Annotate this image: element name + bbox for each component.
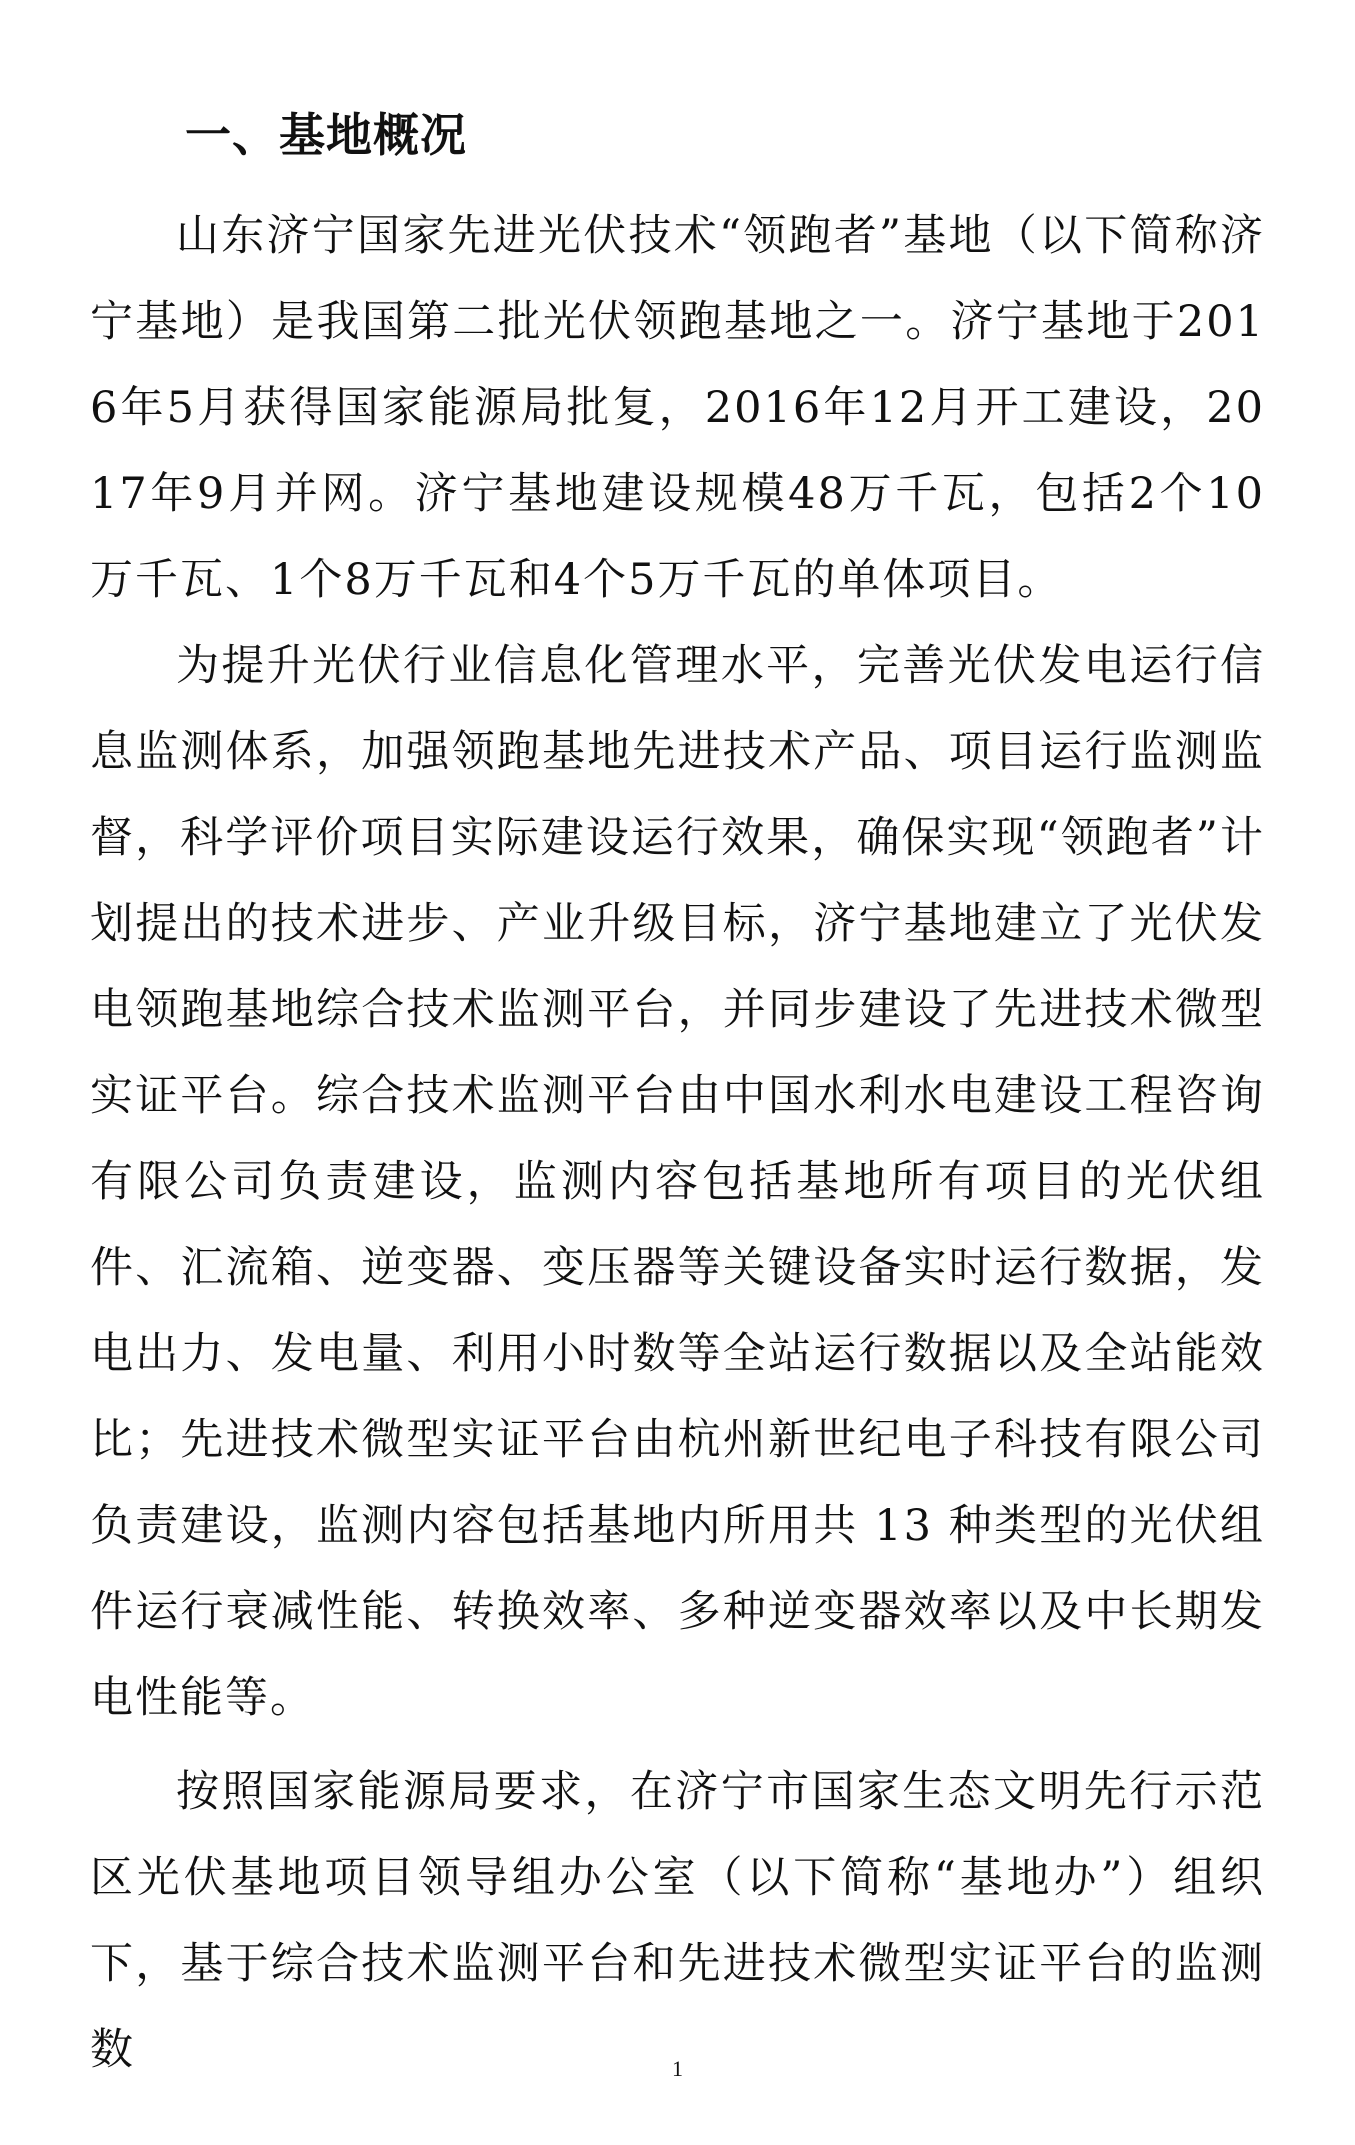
paragraph-requirements: 按照国家能源局要求，在济宁市国家生态文明先行示范区光伏基地项目领导组办公室（以下简称“基地办”）组织下，基于综合技术监测平台和先进技术微型实证平台的监测数 <box>90 1767 1265 2075</box>
paragraph-overview: 山东济宁国家先进光伏技术“领跑者”基地（以下简称济宁基地）是我国第二批光伏领跑基地之一。济宁基地于2016年5月获得国家能源局批复，2016年12月开工建设，2017年9月并网。济宁基地建设规模48万千瓦，包括2个10万千瓦、1个8万千瓦和4个5万千瓦的单体项目。 <box>90 211 1265 605</box>
paragraph-monitoring-platforms: 为提升光伏行业信息化管理水平，完善光伏发电运行信息监测体系，加强领跑基地先进技术产品、项目运行监测监督，科学评价项目实际建设运行效果，确保实现“领跑者”计划提出的技术进步、产业升级目标，济宁基地建立了光伏发电领跑基地综合技术监测平台，并同步建设了先进技术微型实证平台。综合技术监测平台由中国水利水电建设工程咨询有限公司负责建设，监测内容包括基地所有项目的光伏组件、汇流箱、逆变器、变压器等关键设备实时运行数据，发电出力、发电量、利用小时数等全站运行数据以及全站能效比；先进技术微型实证平台由杭州新世纪电子科技有限公司负责建设，监测内容包括基地内所用共 13 种类型的光伏组件运行衰减性能、转换效率、多种逆变器效率以及中长期发电性能等。 <box>90 641 1265 1723</box>
section-heading: 一、基地概况 <box>185 108 467 162</box>
page-number: 1 <box>672 2056 683 2081</box>
document-page <box>90 105 1265 2093</box>
